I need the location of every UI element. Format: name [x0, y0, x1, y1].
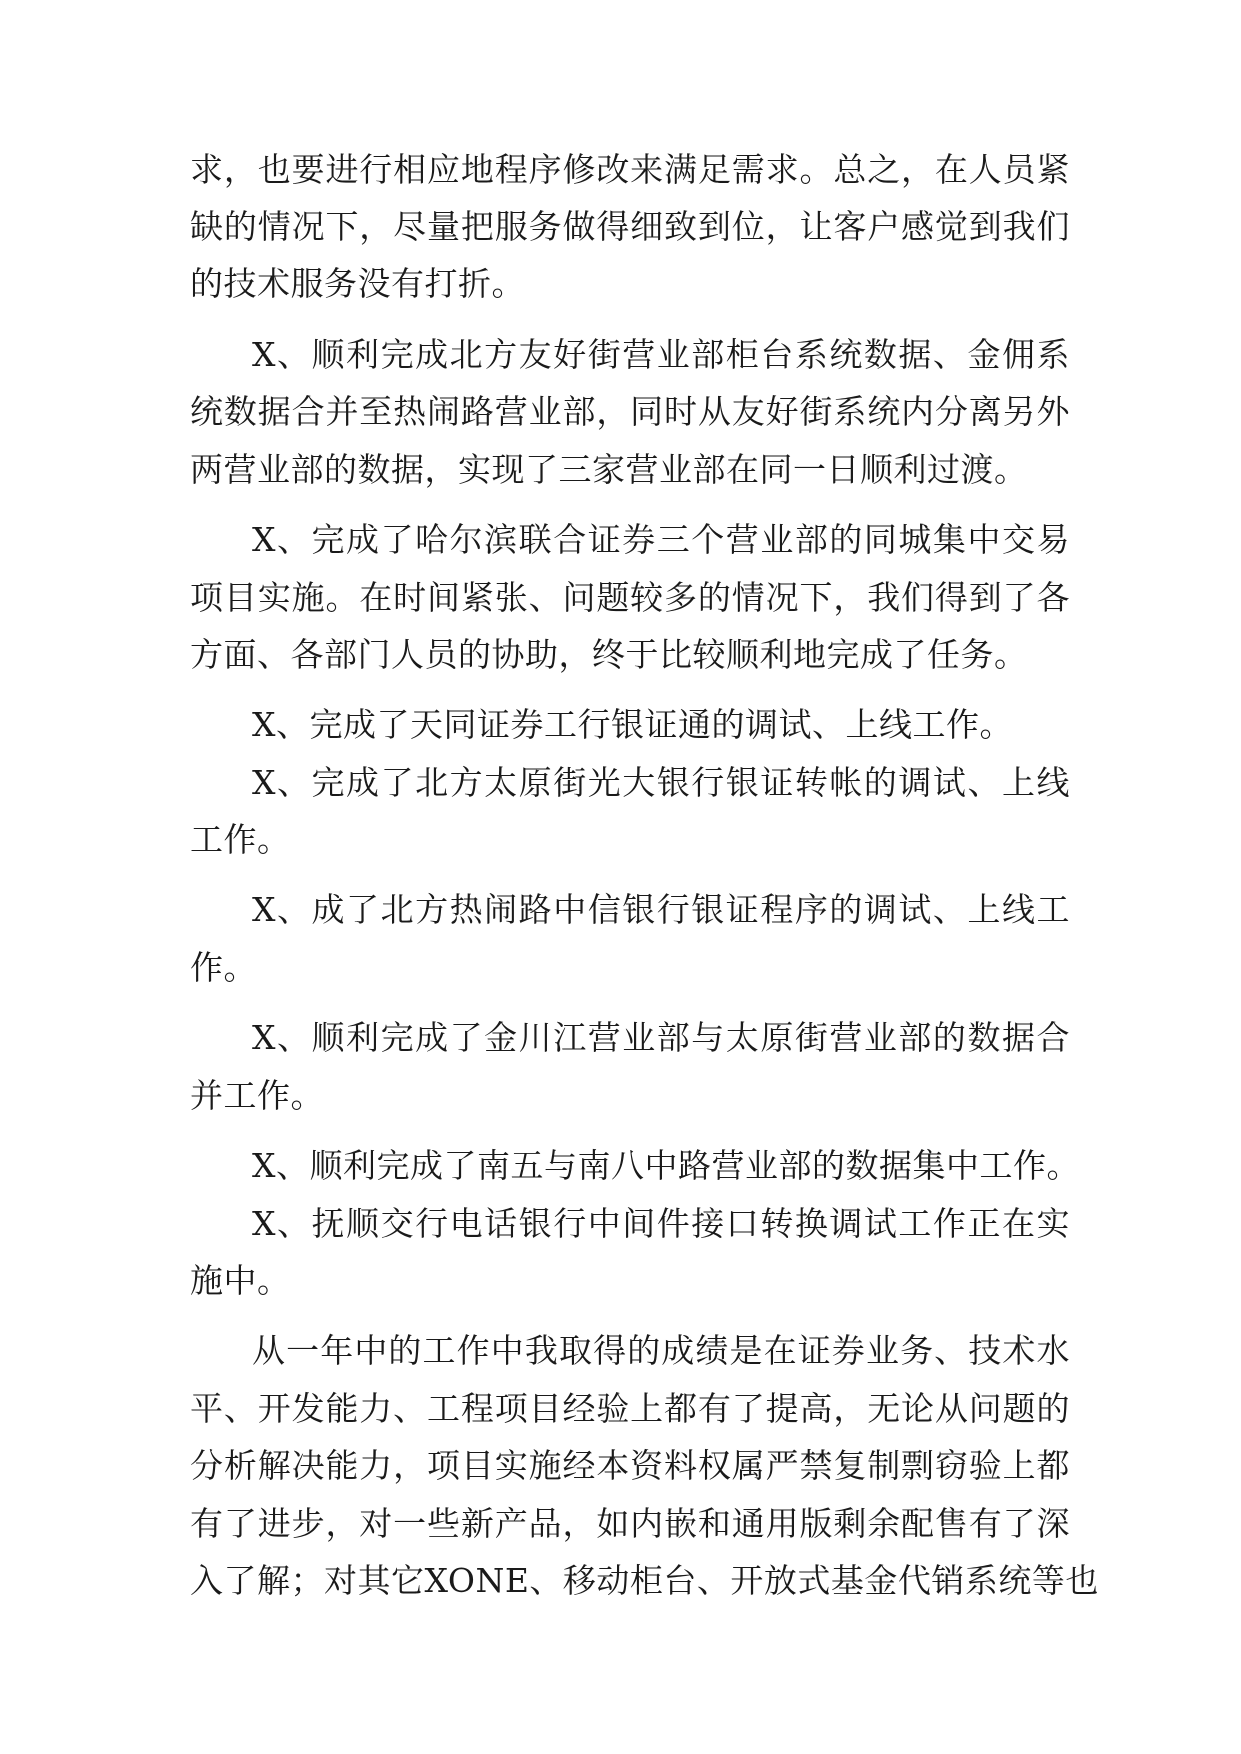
text-line: X、完成了北方太原街光大银行银证转帐的调试、上线 — [252, 763, 1070, 802]
text-line: 的技术服务没有打折。 — [190, 264, 525, 303]
text-line: 项目实施。在时间紧张、问题较多的情况下，我们得到了各 — [190, 578, 1070, 617]
text-line: X、顺利完成了南五与南八中路营业部的数据集中工作。 — [252, 1146, 1080, 1185]
text-line: 方面、各部门人员的协助，终于比较顺利地完成了任务。 — [190, 635, 1028, 674]
text-line: 从一年中的工作中我取得的成绩是在证券业务、技术水 — [252, 1331, 1070, 1370]
text-line: X、完成了天同证券工行银证通的调试、上线工作。 — [252, 705, 1013, 744]
text-line: X、抚顺交行电话银行中间件接口转换调试工作正在实 — [252, 1204, 1070, 1243]
text-line: X、顺利完成了金川江营业部与太原街营业部的数据合 — [252, 1018, 1070, 1057]
text-line: 并工作。 — [190, 1076, 324, 1115]
text-line: 施中。 — [190, 1261, 291, 1300]
text-line: 两营业部的数据，实现了三家营业部在同一日顺利过渡。 — [190, 450, 1028, 489]
text-line: X、完成了哈尔滨联合证券三个营业部的同城集中交易 — [252, 520, 1070, 559]
text-line: X、成了北方热闹路中信银行银证程序的调试、上线工 — [252, 890, 1070, 929]
text-line: 求，也要进行相应地程序修改来满足需求。总之，在人员紧 — [190, 150, 1070, 189]
text-line: 统数据合并至热闹路营业部，同时从友好街系统内分离另外 — [190, 392, 1070, 431]
text-line: 工作。 — [190, 820, 291, 859]
text-line: 平、开发能力、工程项目经验上都有了提高，无论从问题的 — [190, 1389, 1070, 1428]
text-line: 作。 — [190, 948, 257, 987]
text-line: 分析解决能力，项目实施经本资料权属严禁复制剽窃验上都 — [190, 1446, 1070, 1485]
text-line: 缺的情况下，尽量把服务做得细致到位，让客户感觉到我们 — [190, 207, 1070, 246]
text-line: 入了解；对其它XONE、移动柜台、开放式基金代销系统等也 — [190, 1561, 1099, 1600]
text-line: X、顺利完成北方友好街营业部柜台系统数据、金佣系 — [252, 335, 1070, 374]
text-line: 有了进步，对一些新产品，如内嵌和通用版剩余配售有了深 — [190, 1504, 1070, 1543]
